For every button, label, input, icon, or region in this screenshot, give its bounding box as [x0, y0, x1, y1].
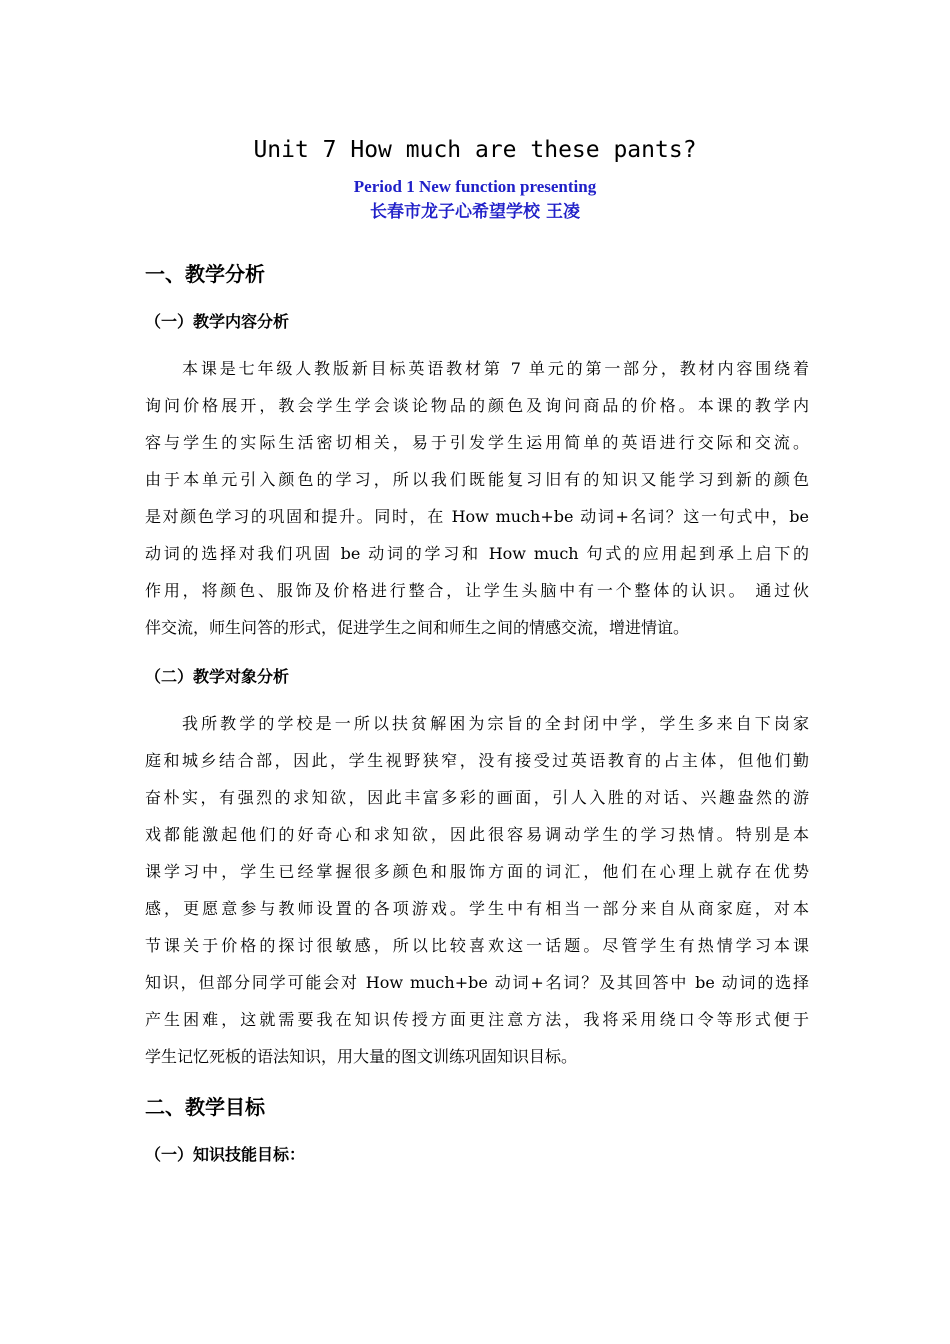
paragraph-line: 询问价格展开，教会学生学会谈论物品的颜色及询问商品的价格。本课的教学内 [145, 396, 809, 415]
section-heading-teaching-analysis: 一、教学分析 [145, 262, 265, 286]
paragraph-line: 作用，将颜色、服饰及价格进行整合，让学生头脑中有一个整体的认识。 通过伙 [145, 581, 809, 600]
audience-analysis-paragraph [145, 705, 809, 1075]
document-title: Unit 7 How much are these pants? [253, 137, 697, 163]
subsection-heading-knowledge-skills: （一）知识技能目标： [145, 1145, 306, 1164]
paragraph-line: 容与学生的实际生活密切相关，易于引发学生运用简单的英语进行交际和交流。 [145, 433, 809, 452]
paragraph-line: 动词的选择对我们巩固 be 动词的学习和 How much 句式的应用起到承上启下的 [145, 544, 809, 563]
paragraph-line: 戏都能激起他们的好奇心和求知欲，因此很容易调动学生的学习热情。特别是本 [145, 825, 809, 844]
paragraph-line: 产生困难，这就需要我在知识传授方面更注意方法，我将采用绕口令等形式便于 [145, 1010, 809, 1029]
subsection-heading-audience-analysis: （二）教学对象分析 [145, 667, 290, 686]
paragraph-line: 课学习中，学生已经掌握很多颜色和服饰方面的词汇，他们在心理上就存在优势 [145, 862, 809, 881]
author-subtitle: 长春市龙子心希望学校 王凌 [370, 202, 580, 222]
period-subtitle: Period 1 New function presenting [353, 177, 597, 196]
paragraph-line: 感，更愿意参与教师设置的各项游戏。学生中有相当一部分来自从商家庭，对本 [145, 899, 809, 918]
paragraph-line: 奋朴实，有强烈的求知欲，因此丰富多彩的画面，引人入胜的对话、兴趣盎然的游 [145, 788, 809, 807]
paragraph-line: 是对颜色学习的巩固和提升。同时，在 How much+be 动词+名词？这一句式中，be [145, 507, 809, 526]
paragraph-line: 由于本单元引入颜色的学习，所以我们既能复习旧有的知识又能学习到新的颜色 [145, 470, 809, 489]
paragraph-line: 伴交流，师生问答的形式，促进学生之间和师生之间的情感交流，增进情谊。 [145, 618, 690, 637]
subsection-heading-content-analysis: （一）教学内容分析 [145, 312, 290, 331]
content-analysis-paragraph [145, 350, 809, 646]
paragraph-line: 知识，但部分同学可能会对 How much+be 动词+名词？及其回答中 be 动词的选择 [145, 973, 809, 992]
paragraph-line: 学生记忆死板的语法知识，用大量的图文训练巩固知识目标。 [145, 1047, 578, 1066]
paragraph-line: 我所教学的学校是一所以扶贫解困为宗旨的全封闭中学，学生多来自下岗家 [182, 714, 809, 733]
paragraph-line: 庭和城乡结合部，因此，学生视野狭窄，没有接受过英语教育的占主体，但他们勤 [145, 751, 809, 770]
paragraph-line: 本课是七年级人教版新目标英语教材第 7 单元的第一部分，教材内容围绕着 [182, 359, 809, 378]
section-heading-teaching-objectives: 二、教学目标 [145, 1095, 265, 1119]
paragraph-line: 节课关于价格的探讨很敏感，所以比较喜欢这一话题。尽管学生有热情学习本课 [145, 936, 809, 955]
